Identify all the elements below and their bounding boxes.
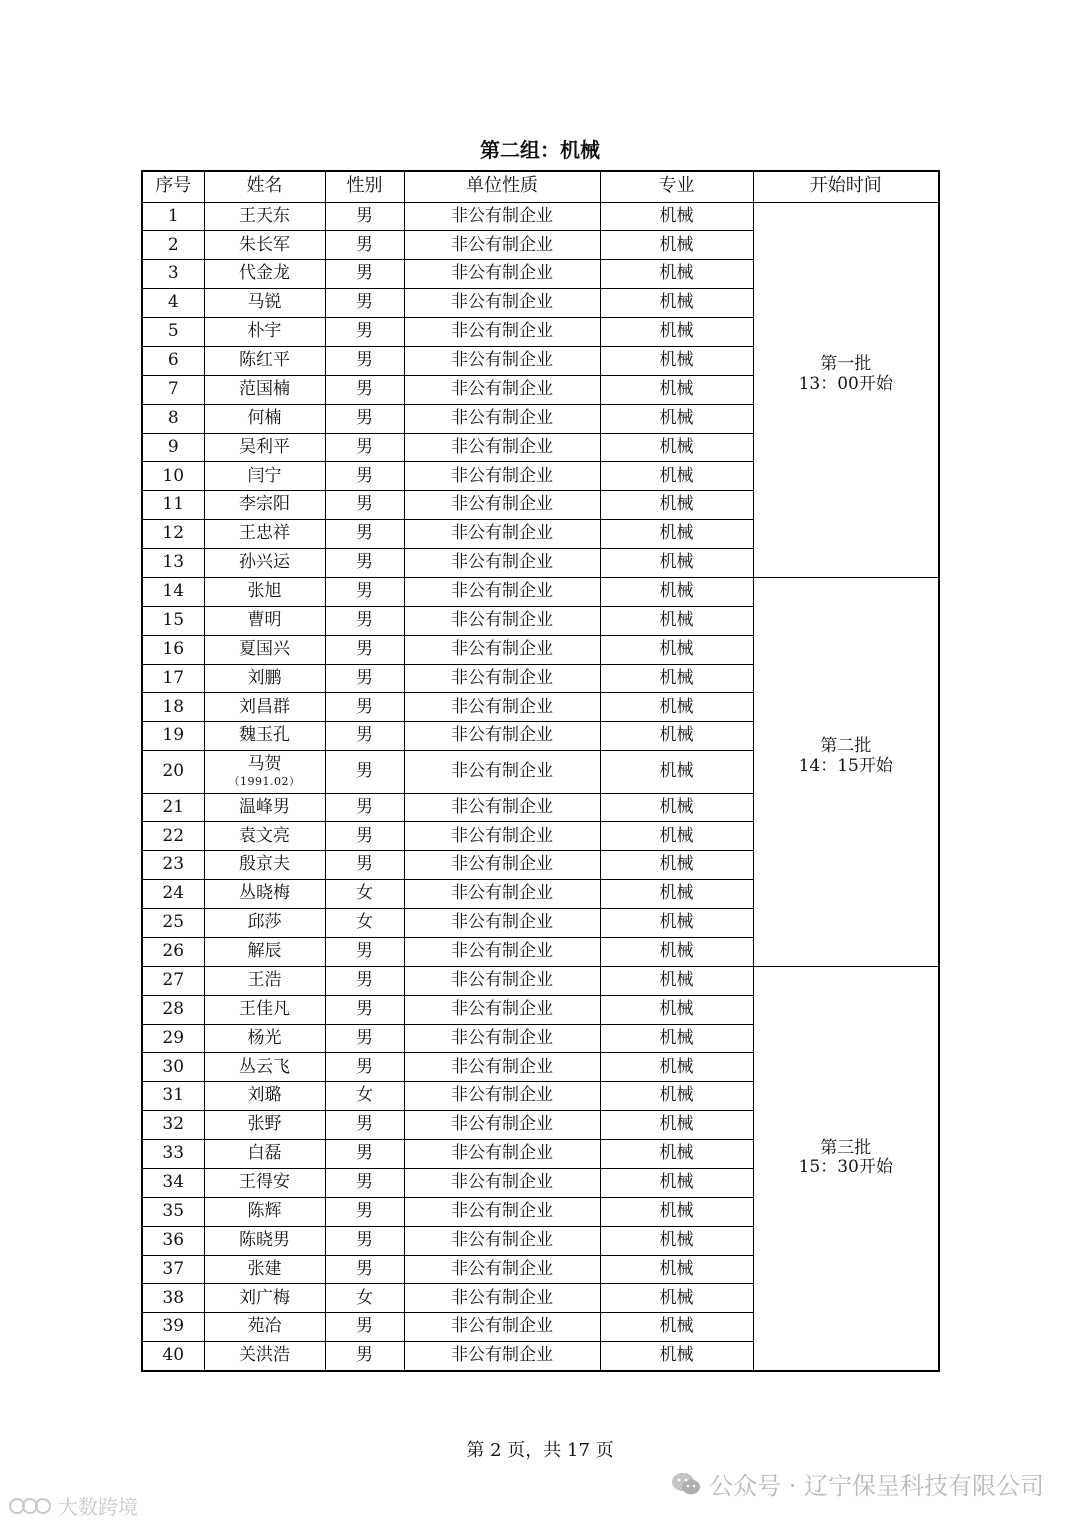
row-gender: 男 (325, 462, 404, 491)
logo-text: 大数跨境 (58, 1495, 138, 1519)
row-name: 张旭 (204, 577, 325, 606)
roster-table (141, 170, 940, 1372)
row-unit: 非公有制企业 (404, 793, 600, 822)
row-major: 机械 (600, 966, 753, 995)
row-gender: 男 (325, 491, 404, 520)
row-unit: 非公有制企业 (404, 1284, 600, 1313)
row-unit: 非公有制企业 (404, 1313, 600, 1342)
row-major: 机械 (600, 664, 753, 693)
row-no: 24 (142, 880, 204, 909)
row-major: 机械 (600, 318, 753, 347)
row-gender: 男 (325, 1053, 404, 1082)
row-gender: 女 (325, 909, 404, 938)
row-name: 闫宁 (204, 462, 325, 491)
row-no: 38 (142, 1284, 204, 1313)
row-unit: 非公有制企业 (404, 1111, 600, 1140)
row-unit: 非公有制企业 (404, 822, 600, 851)
row-no: 36 (142, 1226, 204, 1255)
row-no: 31 (142, 1082, 204, 1111)
row-gender: 男 (325, 1111, 404, 1140)
row-unit: 非公有制企业 (404, 722, 600, 751)
row-no: 16 (142, 635, 204, 664)
row-name: 朴宇 (204, 318, 325, 347)
row-name: 王浩 (204, 966, 325, 995)
row-no: 18 (142, 693, 204, 722)
row-major: 机械 (600, 1226, 753, 1255)
row-major: 机械 (600, 1053, 753, 1082)
row-major: 机械 (600, 404, 753, 433)
row-gender: 男 (325, 664, 404, 693)
row-major: 机械 (600, 793, 753, 822)
row-name: 温峰男 (204, 793, 325, 822)
row-gender: 男 (325, 606, 404, 635)
row-name: 杨光 (204, 1024, 325, 1053)
row-unit: 非公有制企业 (404, 202, 600, 231)
row-major: 机械 (600, 1284, 753, 1313)
row-name: 王佳凡 (204, 995, 325, 1024)
row-unit: 非公有制企业 (404, 909, 600, 938)
row-major: 机械 (600, 231, 753, 260)
row-unit: 非公有制企业 (404, 1140, 600, 1169)
row-no: 5 (142, 318, 204, 347)
batch-cell (753, 577, 939, 966)
row-major: 机械 (600, 851, 753, 880)
row-major: 机械 (600, 693, 753, 722)
row-name: 袁文亮 (204, 822, 325, 851)
row-name: 陈辉 (204, 1197, 325, 1226)
row-gender: 男 (325, 1024, 404, 1053)
row-gender: 男 (325, 520, 404, 549)
batch-cell (753, 966, 939, 1371)
row-major: 机械 (600, 606, 753, 635)
row-gender: 男 (325, 577, 404, 606)
row-major: 机械 (600, 1024, 753, 1053)
row-unit: 非公有制企业 (404, 1168, 600, 1197)
row-major: 机械 (600, 1140, 753, 1169)
table-row (142, 577, 939, 606)
row-major: 机械 (600, 491, 753, 520)
row-no: 15 (142, 606, 204, 635)
batch-time: 14：15开始 (798, 755, 893, 776)
row-major: 机械 (600, 722, 753, 751)
row-no: 17 (142, 664, 204, 693)
row-no: 6 (142, 346, 204, 375)
row-major: 机械 (600, 995, 753, 1024)
row-name: 魏玉孔 (204, 722, 325, 751)
row-major: 机械 (600, 1313, 753, 1342)
row-name: 吴利平 (204, 433, 325, 462)
row-gender: 男 (325, 1255, 404, 1284)
row-major: 机械 (600, 375, 753, 404)
row-major: 机械 (600, 937, 753, 966)
header-row (142, 171, 939, 202)
row-no: 25 (142, 909, 204, 938)
row-unit: 非公有制企业 (404, 1053, 600, 1082)
roster-body (142, 202, 939, 1371)
page-title: 第二组：机械 (480, 138, 600, 162)
row-gender: 男 (325, 635, 404, 664)
row-name: 朱长军 (204, 231, 325, 260)
row-name: 陈红平 (204, 346, 325, 375)
row-unit: 非公有制企业 (404, 1197, 600, 1226)
row-gender: 女 (325, 1284, 404, 1313)
row-name: 陈晓男 (204, 1226, 325, 1255)
row-no: 13 (142, 549, 204, 578)
row-no: 39 (142, 1313, 204, 1342)
row-name: 王忠祥 (204, 520, 325, 549)
row-name: 刘鹏 (204, 664, 325, 693)
row-no: 27 (142, 966, 204, 995)
row-name-note: （1991.02） (228, 774, 301, 788)
table-row (142, 202, 939, 231)
account-watermark (671, 1466, 1044, 1501)
row-unit: 非公有制企业 (404, 937, 600, 966)
row-major: 机械 (600, 202, 753, 231)
row-name: 白磊 (204, 1140, 325, 1169)
header-major: 专业 (600, 171, 753, 202)
row-unit: 非公有制企业 (404, 635, 600, 664)
row-name: 解辰 (204, 937, 325, 966)
row-unit: 非公有制企业 (404, 462, 600, 491)
row-no: 34 (142, 1168, 204, 1197)
row-major: 机械 (600, 520, 753, 549)
row-gender: 男 (325, 966, 404, 995)
row-unit: 非公有制企业 (404, 1082, 600, 1111)
row-major: 机械 (600, 577, 753, 606)
row-no: 22 (142, 822, 204, 851)
row-no: 20 (142, 751, 204, 793)
header-unit: 单位性质 (404, 171, 600, 202)
row-gender: 男 (325, 822, 404, 851)
row-gender: 男 (325, 375, 404, 404)
row-major: 机械 (600, 289, 753, 318)
row-unit: 非公有制企业 (404, 664, 600, 693)
batch-label: 第三批 (820, 1137, 872, 1158)
batch-time: 15：30开始 (798, 1157, 893, 1178)
row-name: 刘广梅 (204, 1284, 325, 1313)
row-unit: 非公有制企业 (404, 751, 600, 793)
row-major: 机械 (600, 549, 753, 578)
row-no: 11 (142, 491, 204, 520)
row-major: 机械 (600, 433, 753, 462)
row-name: 何楠 (204, 404, 325, 433)
row-no: 4 (142, 289, 204, 318)
row-name: 殷京夫 (204, 851, 325, 880)
header-start-time: 开始时间 (753, 171, 939, 202)
row-no: 3 (142, 260, 204, 289)
row-unit: 非公有制企业 (404, 346, 600, 375)
batch-cell (753, 202, 939, 577)
row-no: 12 (142, 520, 204, 549)
row-name: 范国楠 (204, 375, 325, 404)
row-no: 35 (142, 1197, 204, 1226)
row-gender: 男 (325, 1313, 404, 1342)
row-unit: 非公有制企业 (404, 404, 600, 433)
row-unit: 非公有制企业 (404, 693, 600, 722)
row-no: 33 (142, 1140, 204, 1169)
row-unit: 非公有制企业 (404, 491, 600, 520)
row-name: 张建 (204, 1255, 325, 1284)
row-name: 代金龙 (204, 260, 325, 289)
row-no: 7 (142, 375, 204, 404)
row-major: 机械 (600, 1342, 753, 1371)
row-gender: 男 (325, 722, 404, 751)
row-gender: 男 (325, 202, 404, 231)
row-name: 王得安 (204, 1168, 325, 1197)
row-gender: 男 (325, 1168, 404, 1197)
table-row (142, 966, 939, 995)
row-gender: 男 (325, 1197, 404, 1226)
row-no: 9 (142, 433, 204, 462)
row-unit: 非公有制企业 (404, 1226, 600, 1255)
row-gender: 男 (325, 1226, 404, 1255)
page-footer: 第 2 页，共 17 页 (466, 1440, 614, 1461)
row-unit: 非公有制企业 (404, 577, 600, 606)
row-no: 19 (142, 722, 204, 751)
row-major: 机械 (600, 751, 753, 793)
row-no: 32 (142, 1111, 204, 1140)
row-gender: 男 (325, 318, 404, 347)
row-unit: 非公有制企业 (404, 231, 600, 260)
row-no: 8 (142, 404, 204, 433)
row-gender: 男 (325, 289, 404, 318)
row-gender: 女 (325, 1082, 404, 1111)
row-major: 机械 (600, 822, 753, 851)
row-major: 机械 (600, 1111, 753, 1140)
row-no: 37 (142, 1255, 204, 1284)
row-name: 邱莎 (204, 909, 325, 938)
row-name: 张野 (204, 1111, 325, 1140)
row-no: 2 (142, 231, 204, 260)
row-name: 关洪浩 (204, 1342, 325, 1371)
row-name: 刘昌群 (204, 693, 325, 722)
batch-time: 13：00开始 (798, 373, 893, 394)
row-name: 李宗阳 (204, 491, 325, 520)
row-unit: 非公有制企业 (404, 289, 600, 318)
row-gender: 男 (325, 346, 404, 375)
row-name (204, 751, 325, 793)
logo-icon (8, 1495, 52, 1517)
row-unit: 非公有制企业 (404, 549, 600, 578)
row-unit: 非公有制企业 (404, 318, 600, 347)
row-no: 30 (142, 1053, 204, 1082)
row-name: 王天东 (204, 202, 325, 231)
row-major: 机械 (600, 635, 753, 664)
row-gender: 男 (325, 693, 404, 722)
row-unit: 非公有制企业 (404, 433, 600, 462)
row-no: 1 (142, 202, 204, 231)
row-major: 机械 (600, 346, 753, 375)
row-major: 机械 (600, 260, 753, 289)
row-no: 14 (142, 577, 204, 606)
row-name-text: 马贺 (247, 754, 282, 775)
row-gender: 男 (325, 995, 404, 1024)
row-name: 丛晓梅 (204, 880, 325, 909)
row-no: 40 (142, 1342, 204, 1371)
row-gender: 男 (325, 1140, 404, 1169)
row-major: 机械 (600, 1082, 753, 1111)
row-unit: 非公有制企业 (404, 260, 600, 289)
row-gender: 男 (325, 433, 404, 462)
row-unit: 非公有制企业 (404, 1342, 600, 1371)
row-no: 28 (142, 995, 204, 1024)
row-name: 刘璐 (204, 1082, 325, 1111)
row-unit: 非公有制企业 (404, 880, 600, 909)
wechat-icon (671, 1471, 701, 1497)
row-unit: 非公有制企业 (404, 851, 600, 880)
row-gender: 男 (325, 260, 404, 289)
row-no: 10 (142, 462, 204, 491)
row-gender: 男 (325, 231, 404, 260)
row-unit: 非公有制企业 (404, 1024, 600, 1053)
row-unit: 非公有制企业 (404, 606, 600, 635)
row-name: 曹明 (204, 606, 325, 635)
batch-label: 第一批 (820, 354, 872, 375)
row-gender: 男 (325, 1342, 404, 1371)
account-label: 公众号 · 辽宁保呈科技有限公司 (709, 1472, 1044, 1500)
row-gender: 男 (325, 937, 404, 966)
row-name: 丛云飞 (204, 1053, 325, 1082)
row-unit: 非公有制企业 (404, 375, 600, 404)
logo-watermark (8, 1491, 138, 1520)
row-unit: 非公有制企业 (404, 520, 600, 549)
row-major: 机械 (600, 909, 753, 938)
row-gender: 男 (325, 851, 404, 880)
row-no: 29 (142, 1024, 204, 1053)
row-no: 26 (142, 937, 204, 966)
row-major: 机械 (600, 1168, 753, 1197)
row-gender: 男 (325, 793, 404, 822)
row-name: 孙兴运 (204, 549, 325, 578)
row-no: 21 (142, 793, 204, 822)
row-gender: 男 (325, 404, 404, 433)
header-gender: 性别 (325, 171, 404, 202)
row-unit: 非公有制企业 (404, 966, 600, 995)
row-gender: 女 (325, 880, 404, 909)
batch-label: 第二批 (820, 736, 872, 757)
row-major: 机械 (600, 880, 753, 909)
header-no: 序号 (142, 171, 204, 202)
row-major: 机械 (600, 1255, 753, 1284)
row-unit: 非公有制企业 (404, 1255, 600, 1284)
row-unit: 非公有制企业 (404, 995, 600, 1024)
row-name: 马锐 (204, 289, 325, 318)
row-major: 机械 (600, 1197, 753, 1226)
row-no: 23 (142, 851, 204, 880)
row-major: 机械 (600, 462, 753, 491)
row-gender: 男 (325, 549, 404, 578)
row-name: 夏国兴 (204, 635, 325, 664)
row-name: 苑冶 (204, 1313, 325, 1342)
row-gender: 男 (325, 751, 404, 793)
header-name: 姓名 (204, 171, 325, 202)
